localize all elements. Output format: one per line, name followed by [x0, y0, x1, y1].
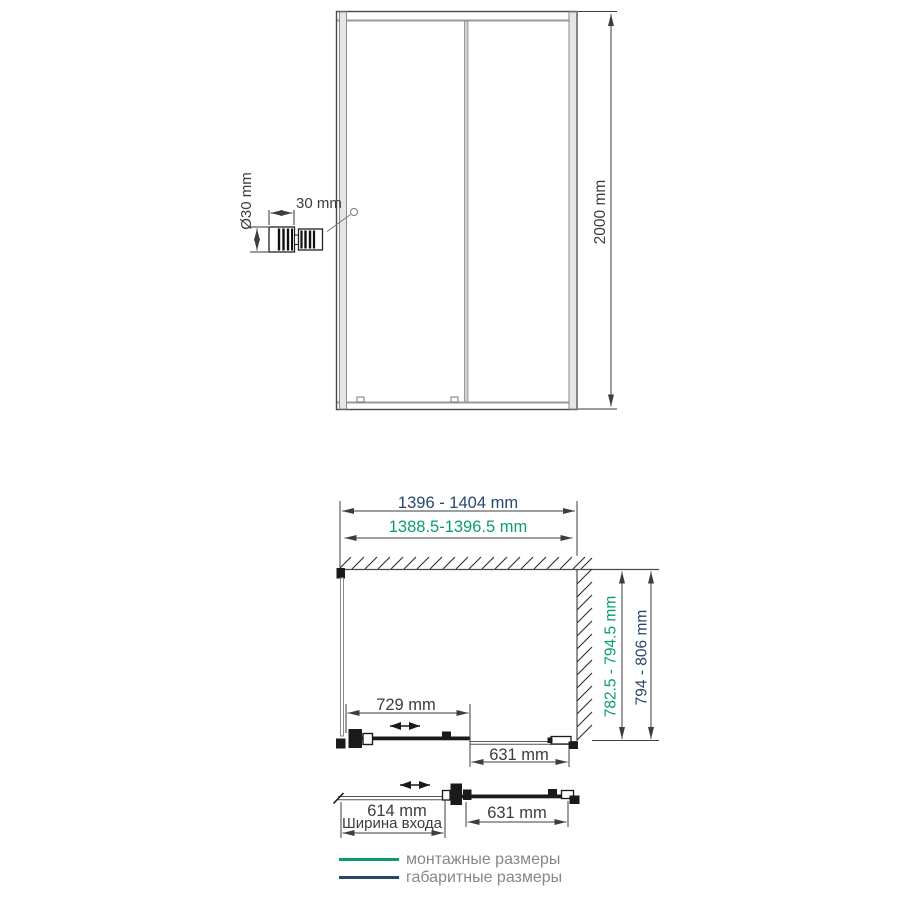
handle-bracket-closed	[363, 734, 373, 745]
handle-position-mark	[351, 209, 358, 216]
roller-block-open	[548, 789, 557, 797]
roller-guide-left	[357, 397, 364, 402]
left-wall-profile-plan	[337, 568, 346, 579]
handle-plan-closed	[349, 729, 363, 748]
entry-width-caption: Ширина входа	[341, 815, 443, 832]
mounting-depth-label: 782.5 - 794.5 mm	[602, 595, 620, 718]
legend-swatch-overall	[339, 876, 399, 879]
handle-width-label: 30 mm	[296, 195, 342, 212]
left-corner-block	[336, 739, 346, 749]
left-glass-edge-plan	[341, 578, 344, 736]
fixed-panel-width-label-open: 631 mm	[487, 804, 547, 822]
overall-depth-label: 794 - 806 mm	[633, 609, 651, 706]
overall-width-label: 1396 - 1404 mm	[397, 494, 519, 512]
glass-panel-divider	[465, 21, 469, 402]
sliding-panel-width-label: 729 mm	[376, 696, 436, 714]
door-outer-frame	[337, 12, 578, 410]
entry-width-label: 614 mm	[367, 802, 427, 820]
fixed-panel-bracket	[551, 737, 571, 745]
mounting-width-label: 1388.5-1396.5 mm	[388, 518, 528, 536]
handle-diameter-label: Ø30 mm	[238, 172, 255, 230]
side-wall-hatching	[577, 569, 592, 740]
height-dimension-label: 2000 mm	[592, 179, 609, 245]
handle-knob-left	[269, 227, 295, 252]
handle-detail	[250, 210, 323, 252]
legend-label-overall: габаритные размеры	[406, 869, 563, 886]
legend-label-mounting: монтажные размеры	[406, 851, 561, 868]
handle-bracket-open	[443, 791, 451, 801]
top-wall-hatching	[339, 557, 592, 569]
roller-block-closed	[442, 732, 451, 739]
right-wall-profile	[569, 12, 577, 409]
legend-swatch-mounting	[339, 858, 399, 861]
fixed-panel-width-label-closed: 631 mm	[489, 746, 549, 764]
roller-guide-right	[451, 397, 458, 402]
